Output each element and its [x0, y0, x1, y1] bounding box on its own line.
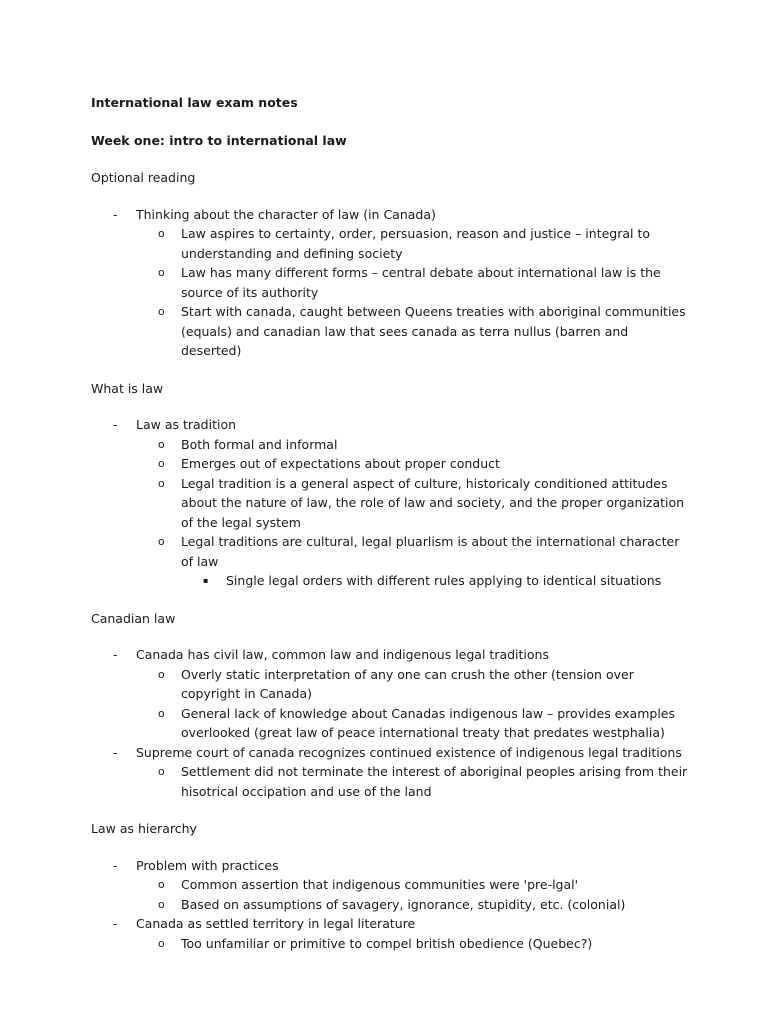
circle-bullet-icon: o	[158, 476, 165, 490]
sub-list-item	[136, 224, 691, 263]
sub-list-item	[136, 934, 691, 954]
list-item	[91, 415, 691, 591]
section-heading: Optional reading	[91, 170, 196, 185]
sub-list-item-text: Both formal and informal	[181, 436, 338, 452]
circle-bullet-icon: o	[158, 897, 165, 911]
sub-sub-list-item-text: Single legal orders with different rules applying to identical situations	[226, 573, 662, 588]
sub-list-item	[136, 474, 691, 533]
sub-sub-list-item	[181, 571, 691, 591]
dash-bullet-icon: -	[113, 744, 118, 760]
sub-list-item-text: Legal tradition is a general aspect of culture, historicaly conditioned attitudes about the nature of law, the role of law and society, and the proper organization of the legal system	[181, 475, 685, 530]
sub-sub-bullet-list	[181, 571, 691, 591]
circle-bullet-icon: o	[158, 266, 165, 279]
sub-list-item	[136, 532, 691, 591]
list-item	[91, 205, 691, 361]
list-item	[91, 743, 691, 802]
sub-list-item-text: Legal traditions are cultural, legal pluarlism is about the international character of law	[181, 534, 680, 569]
sub-bullet-list	[136, 224, 691, 361]
list-item	[91, 645, 691, 743]
dash-bullet-icon: -	[113, 857, 118, 873]
dash-bullet-icon: -	[113, 916, 118, 931]
list-item	[91, 856, 691, 915]
list-item-text: Canada as settled territory in legal literature	[136, 916, 416, 931]
dash-bullet-icon: -	[113, 206, 118, 222]
circle-bullet-icon: o	[158, 227, 165, 240]
bullet-list	[91, 645, 691, 801]
sub-list-item	[136, 895, 691, 915]
sub-list-item	[136, 435, 691, 455]
list-item	[91, 914, 691, 953]
circle-bullet-icon: o	[158, 437, 165, 451]
circle-bullet-icon: o	[158, 305, 165, 318]
sub-list-item-text: Law has many different forms – central debate about international law is the source of its authority	[181, 265, 661, 300]
sub-list-item	[136, 665, 691, 704]
sub-bullet-list	[136, 762, 691, 801]
section-heading: What is law	[91, 380, 164, 396]
sub-list-item-text: Law aspires to certainty, order, persuasion, reason and justice – integral to understanding and defining society	[181, 226, 651, 261]
list-item-text: Supreme court of canada recognizes continued existence of indigenous legal traditions	[136, 744, 682, 760]
bullet-list	[91, 856, 691, 954]
document-subtitle: Week one: intro to international law	[91, 132, 347, 148]
square-bullet-icon: ▪	[203, 576, 209, 585]
circle-bullet-icon: o	[158, 706, 165, 720]
sub-list-item-text: Too unfamiliar or primitive to compel british obedience (Quebec?)	[181, 935, 593, 951]
section-heading: Law as hierarchy	[91, 821, 197, 836]
sub-list-item-text: Common assertion that indigenous communities were 'pre-lgal'	[181, 877, 579, 892]
sub-bullet-list	[136, 435, 691, 591]
sub-bullet-list	[136, 665, 691, 743]
sub-list-item	[136, 875, 691, 895]
circle-bullet-icon: o	[158, 936, 165, 950]
list-item-text: Canada has civil law, common law and indigenous legal traditions	[136, 647, 549, 662]
document-body	[91, 93, 691, 971]
dash-bullet-icon: -	[113, 647, 118, 662]
sub-list-item	[136, 263, 691, 302]
section-heading: Canadian law	[91, 610, 176, 626]
document-title: International law exam notes	[91, 95, 298, 110]
circle-bullet-icon: o	[158, 667, 165, 681]
circle-bullet-icon: o	[158, 765, 165, 778]
sub-list-item-text: Settlement did not terminate the interest of aboriginal peoples arising from their hisotrical occipation and use of the land	[181, 764, 688, 799]
bullet-list	[91, 415, 691, 591]
sub-list-item-text: Emerges out of expectations about proper conduct	[181, 456, 500, 471]
sub-list-item-text: Start with canada, caught between Queens treaties with aboriginal communities (equals) and canadian law that sees canada as terra nullus (barren and deserted)	[181, 304, 686, 358]
dash-bullet-icon: -	[113, 417, 118, 432]
circle-bullet-icon: o	[158, 878, 165, 891]
list-item-text: Problem with practices	[136, 857, 279, 873]
sub-list-item-text: Overly static interpretation of any one can crush the other (tension over copyright in Canada)	[181, 666, 634, 701]
bullet-list	[91, 205, 691, 361]
sub-list-item-text: General lack of knowledge about Canadas indigenous law – provides examples overlooked (great law of peace international treaty that predates westphalia)	[181, 705, 675, 740]
sub-list-item	[136, 704, 691, 743]
circle-bullet-icon: o	[158, 535, 165, 548]
circle-bullet-icon: o	[158, 457, 165, 470]
sub-list-item	[136, 762, 691, 801]
sub-list-item	[136, 454, 691, 474]
notes-sections	[91, 168, 691, 953]
list-item-text: Law as tradition	[136, 417, 237, 432]
sub-bullet-list	[136, 875, 691, 914]
sub-list-item	[136, 302, 691, 361]
sub-bullet-list	[136, 934, 691, 954]
list-item-text: Thinking about the character of law (in Canada)	[136, 206, 436, 222]
sub-list-item-text: Based on assumptions of savagery, ignorance, stupidity, etc. (colonial)	[181, 896, 626, 912]
